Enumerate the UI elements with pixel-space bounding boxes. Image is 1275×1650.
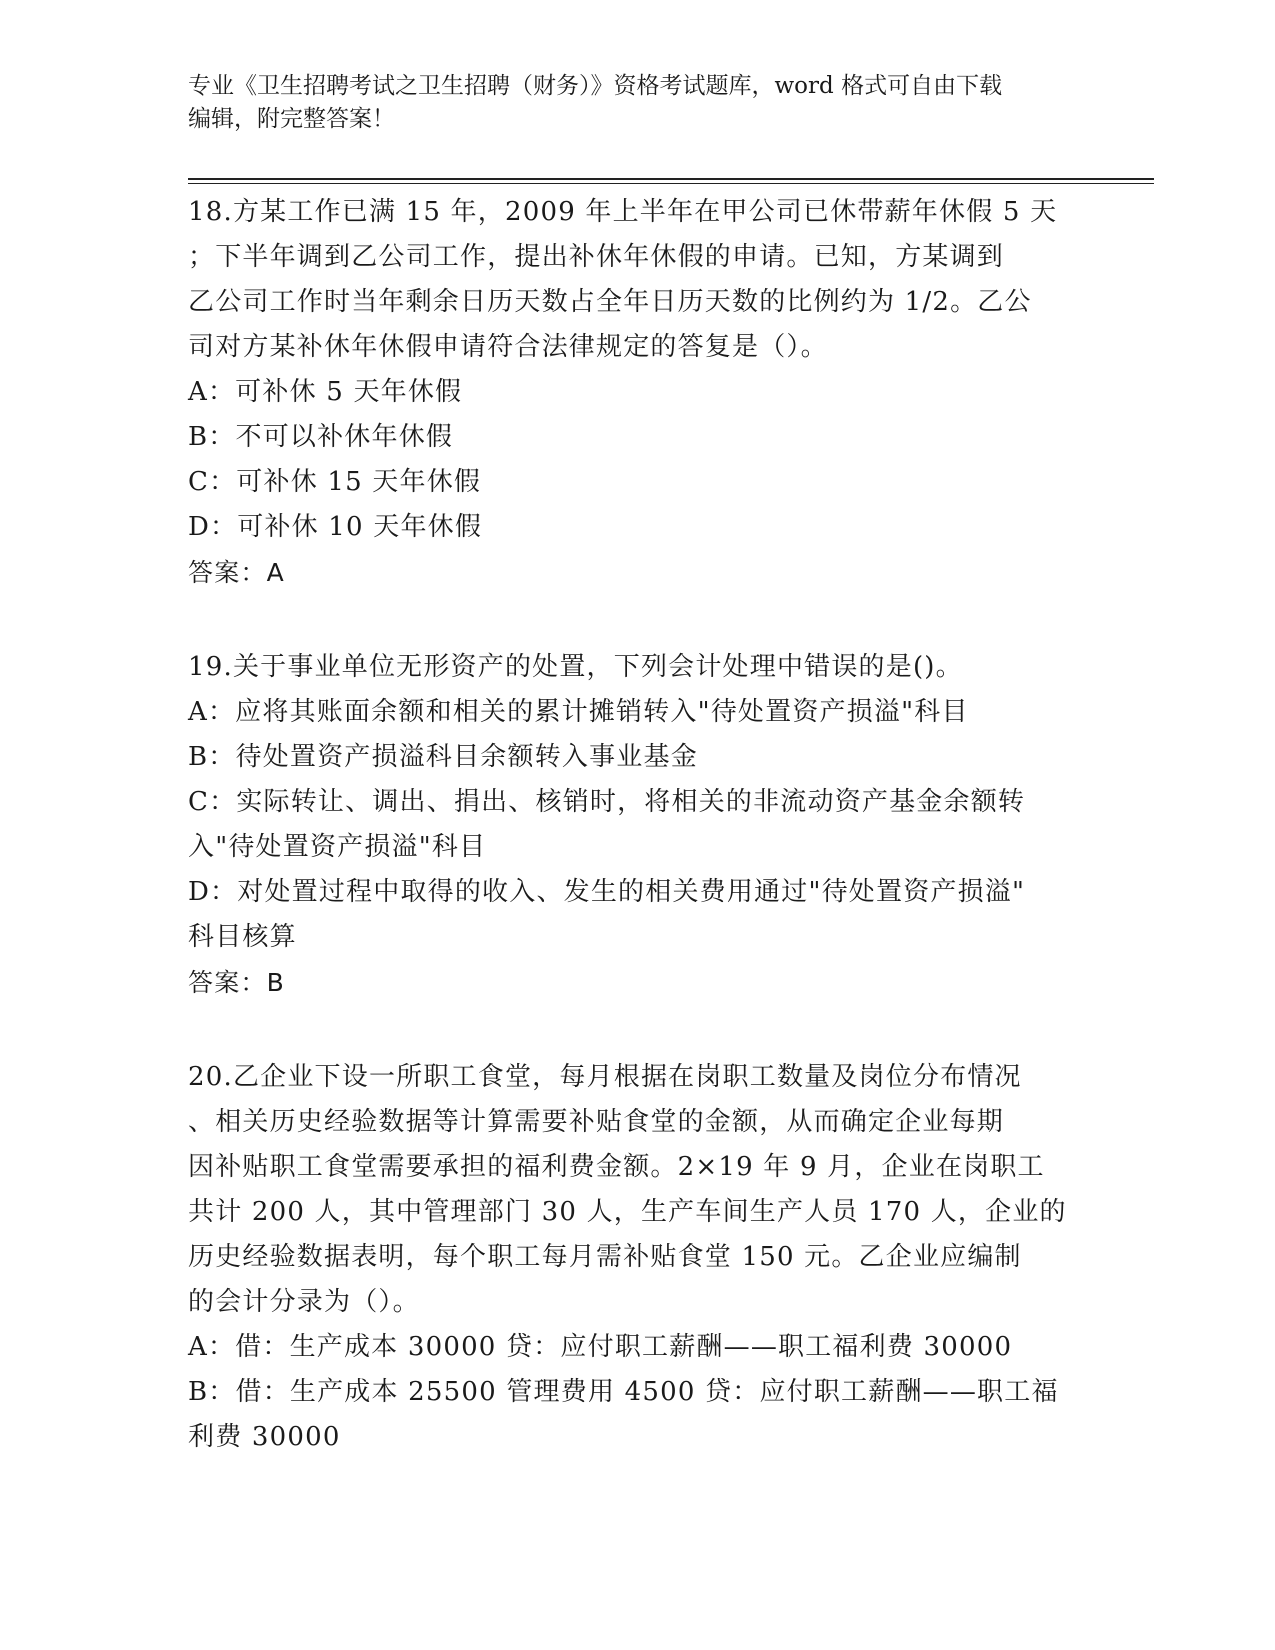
question-stem-line: 共计 200 人，其中管理部门 30 人，生产车间生产人员 170 人，企业的 bbox=[188, 1197, 1067, 1227]
option-c-continued: 入"待处置资产损溢"科目 bbox=[188, 832, 487, 862]
question-stem-line: 、相关历史经验数据等计算需要补贴食堂的金额，从而确定企业每期 bbox=[188, 1107, 1005, 1137]
option-a: A：借：生产成本 30000 贷：应付职工薪酬——职工福利费 30000 bbox=[188, 1332, 1013, 1362]
question-18 bbox=[188, 190, 1078, 595]
question-stem-line: 乙公司工作时当年剩余日历天数占全年日历天数的比例约为 1/2。乙公 bbox=[188, 287, 1032, 317]
option-d: D：对处置过程中取得的收入、发生的相关费用通过"待处置资产损溢" bbox=[188, 877, 1026, 907]
header-divider-thin bbox=[188, 183, 1154, 184]
option-b-continued: 利费 30000 bbox=[188, 1422, 341, 1452]
question-stem-line: 19.关于事业单位无形资产的处置，下列会计处理中错误的是()。 bbox=[188, 652, 963, 682]
option-b: B：不可以补休年休假 bbox=[188, 422, 454, 452]
answer-line: 答案：A bbox=[188, 558, 285, 587]
option-a: A：应将其账面余额和相关的累计摊销转入"待处置资产损溢"科目 bbox=[188, 697, 969, 727]
option-d: D：可补休 10 天年休假 bbox=[188, 512, 483, 542]
option-a: A：可补休 5 天年休假 bbox=[188, 377, 463, 407]
answer-line: 答案：B bbox=[188, 968, 285, 997]
document-header bbox=[188, 70, 1068, 136]
question-stem-line: 18.方某工作已满 15 年，2009 年上半年在甲公司已休带薪年休假 5 天 bbox=[188, 197, 1058, 227]
option-d-continued: 科目核算 bbox=[188, 922, 297, 952]
option-c: C：实际转让、调出、捐出、核销时，将相关的非流动资产基金余额转 bbox=[188, 787, 1026, 817]
header-divider-thick bbox=[188, 178, 1154, 180]
question-stem-line: 的会计分录为（）。 bbox=[188, 1287, 420, 1317]
header-line-2: 编辑，附完整答案！ bbox=[188, 106, 395, 132]
option-b: B：借：生产成本 25500 管理费用 4500 贷：应付职工薪酬——职工福 bbox=[188, 1377, 1059, 1407]
option-c: C：可补休 15 天年休假 bbox=[188, 467, 482, 497]
question-20 bbox=[188, 1055, 1078, 1460]
question-stem-line: 20.乙企业下设一所职工食堂，每月根据在岗职工数量及岗位分布情况 bbox=[188, 1062, 1022, 1092]
question-stem-line: 司对方某补休年休假申请符合法律规定的答复是（）。 bbox=[188, 332, 828, 362]
option-b: B：待处置资产损溢科目余额转入事业基金 bbox=[188, 742, 698, 772]
question-stem-line: 因补贴职工食堂需要承担的福利费金额。2×19 年 9 月，企业在岗职工 bbox=[188, 1152, 1045, 1182]
header-line-1: 专业《卫生招聘考试之卫生招聘（财务）》资格考试题库，word 格式可自由下载 bbox=[188, 73, 1003, 99]
question-stem-line: 历史经验数据表明，每个职工每月需补贴食堂 150 元。乙企业应编制 bbox=[188, 1242, 1022, 1272]
question-stem-line: ；下半年调到乙公司工作，提出补休年休假的申请。已知，方某调到 bbox=[188, 242, 1005, 272]
question-19 bbox=[188, 645, 1078, 1005]
